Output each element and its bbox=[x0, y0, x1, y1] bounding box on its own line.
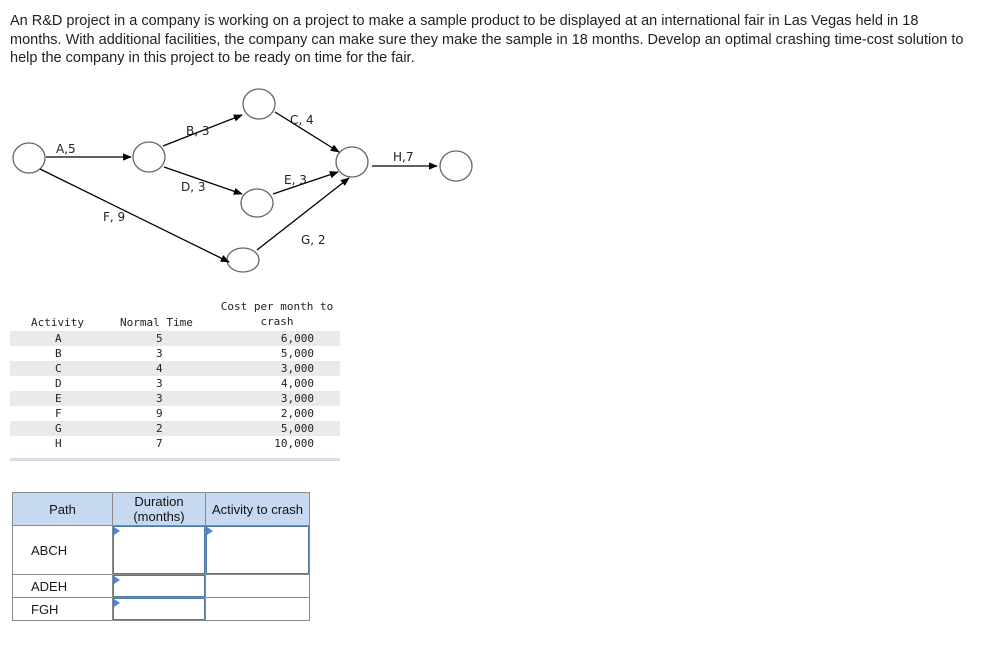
header-duration: Duration (months) bbox=[113, 493, 206, 526]
cell-normal-time: 5 bbox=[156, 332, 163, 345]
table-bottom-rule bbox=[10, 458, 340, 461]
table-row bbox=[10, 436, 340, 451]
header-normal-time: Normal Time bbox=[120, 316, 193, 329]
cell-activity: A bbox=[55, 332, 62, 345]
cell-cost: 5,000 bbox=[280, 422, 314, 435]
cell-normal-time: 9 bbox=[156, 407, 163, 420]
activity-input-cell bbox=[206, 526, 310, 575]
cell-activity: E bbox=[55, 392, 62, 405]
answer-table bbox=[12, 492, 310, 621]
header-cost-line1: Cost per month to bbox=[220, 300, 334, 313]
label-a: A,5 bbox=[56, 142, 76, 156]
cell-normal-time: 4 bbox=[156, 362, 163, 375]
cell-cost: 3,000 bbox=[280, 362, 314, 375]
duration-input[interactable] bbox=[113, 598, 205, 620]
cell-activity: H bbox=[55, 437, 62, 450]
network-diagram bbox=[0, 0, 998, 290]
label-g: G, 2 bbox=[301, 233, 326, 247]
cell-cost: 3,000 bbox=[280, 392, 314, 405]
node-2 bbox=[133, 142, 165, 172]
cell-cost: 5,000 bbox=[280, 347, 314, 360]
cell-cost: 6,000 bbox=[280, 332, 314, 345]
duration-input-cell bbox=[113, 598, 206, 621]
problem-statement: An R&D project in a company is working on a project to make a sample product to be displayed at an international fair in Las Vegas held in 18 months. With additional facilities, the company can make sure they make the sample in 18 months. Develop an optimal crashing time-cost solution to help the company in this project to be ready on time for the fair. bbox=[10, 13, 964, 66]
table-row bbox=[13, 575, 310, 598]
node-6 bbox=[336, 147, 368, 177]
cell-normal-time: 3 bbox=[156, 392, 163, 405]
label-c: C, 4 bbox=[290, 113, 314, 127]
cell-activity: C bbox=[55, 362, 62, 375]
duration-input[interactable] bbox=[113, 526, 205, 574]
activity-empty-cell bbox=[206, 575, 310, 598]
label-f: F, 9 bbox=[103, 210, 126, 224]
cell-activity: D bbox=[55, 377, 62, 390]
cell-cost: 4,000 bbox=[280, 377, 314, 390]
label-b: B, 3 bbox=[186, 124, 210, 138]
cell-normal-time: 3 bbox=[156, 347, 163, 360]
duration-input[interactable] bbox=[113, 575, 205, 597]
table-row bbox=[10, 391, 340, 406]
node-3 bbox=[243, 89, 275, 119]
header-activity: Activity bbox=[31, 316, 84, 329]
table-row bbox=[10, 421, 340, 436]
activity-input[interactable] bbox=[206, 526, 309, 574]
cell-activity: F bbox=[55, 407, 62, 420]
cell-normal-time: 7 bbox=[156, 437, 163, 450]
path-label: ADEH bbox=[13, 575, 113, 598]
cell-normal-time: 2 bbox=[156, 422, 163, 435]
table-row bbox=[10, 331, 340, 346]
cell-normal-time: 3 bbox=[156, 377, 163, 390]
cell-cost: 2,000 bbox=[280, 407, 314, 420]
path-label: FGH bbox=[13, 598, 113, 621]
cell-activity: B bbox=[55, 347, 62, 360]
header-cost-line2: crash bbox=[260, 315, 294, 328]
table-row bbox=[10, 406, 340, 421]
duration-input-cell bbox=[113, 526, 206, 575]
table-row bbox=[10, 361, 340, 376]
path-label: ABCH bbox=[13, 526, 113, 575]
node-5 bbox=[227, 248, 259, 272]
table-row bbox=[10, 346, 340, 361]
table-row bbox=[13, 598, 310, 621]
cell-cost: 10,000 bbox=[274, 437, 314, 450]
table-row bbox=[13, 526, 310, 575]
duration-input-cell bbox=[113, 575, 206, 598]
label-h: H,7 bbox=[393, 150, 414, 164]
label-e: E, 3 bbox=[284, 173, 307, 187]
table-row bbox=[10, 376, 340, 391]
node-7 bbox=[440, 151, 472, 181]
header-activity-to-crash: Activity to crash bbox=[206, 493, 310, 526]
activity-empty-cell bbox=[206, 598, 310, 621]
cell-activity: G bbox=[55, 422, 62, 435]
header-path: Path bbox=[13, 493, 113, 526]
node-4 bbox=[241, 189, 273, 217]
label-d: D, 3 bbox=[181, 180, 206, 194]
node-1 bbox=[13, 143, 45, 173]
